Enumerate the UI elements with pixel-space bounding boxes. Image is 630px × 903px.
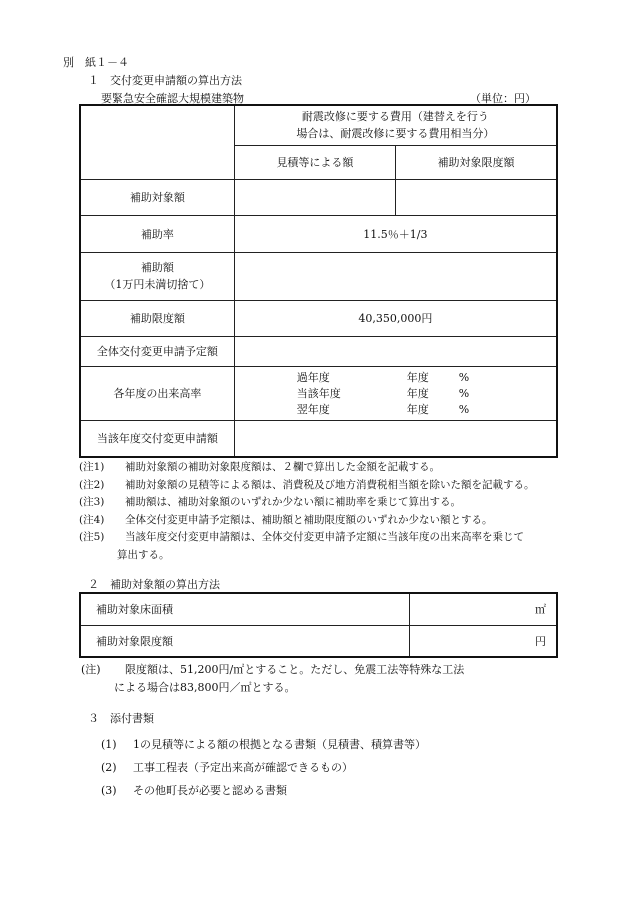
note-text: 補助額は、補助対象額のいずれか少ない額に補助率を乗じて算出する。 [125, 496, 461, 508]
cell-amount [234, 252, 557, 300]
note-text: 全体交付変更申請予定額は、補助額と補助限度額のいずれか少ない額とする。 [125, 513, 493, 526]
calculation-table [79, 104, 558, 458]
progress-pct: % [458, 402, 470, 416]
section2-note-line1 [81, 661, 464, 679]
progress-table [297, 369, 469, 417]
cell-current [234, 420, 557, 457]
note-item [79, 494, 535, 512]
note-item [79, 459, 535, 477]
section2-note-text1: 限度額は、51,200円/㎡とすること。ただし、免震工法等特殊な工法 [125, 663, 465, 676]
limit-unit: 円 [410, 625, 557, 657]
list-item-num: (3) [101, 784, 117, 797]
cost-header-line1: 耐震改修に要する費用（建替えを行う [301, 110, 489, 124]
progress-row [297, 369, 469, 385]
row-subsidy-base: 補助対象額 [80, 179, 234, 215]
note-label: (注2) [79, 478, 105, 491]
cell-total [234, 336, 557, 366]
attachment-label: 別 紙１－４ [63, 56, 129, 69]
list-item-text: 工事工程表（予定出来高が確認できるもの） [133, 761, 353, 774]
note-label: (注5) [79, 531, 105, 543]
row-amount-line2: （1万円未満切捨て） [104, 278, 211, 291]
col-subsidy-limit: 補助対象限度額 [396, 145, 557, 179]
list-item-text: その他町長が必要と認める書類 [133, 784, 287, 797]
unit-label: （単位：円） [470, 92, 536, 105]
note-label: (注3) [79, 496, 105, 508]
progress-label: 過年度 [296, 371, 330, 384]
list-item [101, 779, 426, 802]
section2-note [81, 661, 464, 697]
cost-header [234, 105, 557, 145]
progress-year: 年度 [406, 387, 429, 400]
list-item-num: (2) [101, 761, 117, 774]
row-total: 全体交付変更申請予定額 [80, 336, 234, 366]
note-text: 補助対象額の見積等による額は、消費税及び地方消費税相当額を除いた額を記載する。 [125, 478, 535, 491]
section2-note-label: (注) [81, 663, 101, 676]
progress-label: 翌年度 [296, 403, 330, 416]
note-label: (注4) [79, 513, 105, 526]
notes-block [79, 459, 535, 564]
col-estimate: 見積等による額 [234, 145, 395, 179]
note-text: 補助対象額の補助対象限度額は、２欄で算出した金額を記載する。 [125, 461, 440, 473]
row-current: 当該年度交付変更申請額 [80, 420, 234, 457]
area-unit: ㎡ [410, 593, 557, 625]
section1-title: １ 交付変更申請額の算出方法 [88, 74, 242, 87]
note-item [79, 477, 535, 495]
note5-continuation: 算出する。 [117, 548, 170, 561]
progress-pct: % [458, 386, 470, 400]
progress-row [297, 401, 469, 417]
area-table [79, 592, 558, 658]
list-item [101, 733, 426, 756]
cell-subsidy-limit [396, 179, 557, 215]
progress-cell [234, 366, 557, 420]
rate-value: 11.5％＋1/3 [234, 215, 557, 252]
row-limit: 補助限度額 [80, 300, 234, 336]
row-progress: 各年度の出来高率 [80, 366, 234, 420]
row-limit-area: 補助対象限度額 [80, 625, 410, 657]
progress-label: 当該年度 [296, 387, 341, 400]
table-corner [80, 105, 234, 179]
list-item-text: 1の見積等による額の根拠となる書類（見積書、積算書等） [133, 738, 426, 751]
limit-value: 40,350,000円 [234, 300, 557, 336]
row-amount [80, 252, 234, 300]
progress-year: 年度 [406, 371, 429, 384]
note-item [79, 529, 535, 547]
note-label: (注1) [79, 461, 105, 473]
note-item [79, 512, 535, 530]
row-amount-line1: 補助額 [140, 261, 174, 274]
section2-note-line2: による場合は83,800円／㎡とする。 [114, 681, 296, 694]
cell-subsidy-estimate [234, 179, 395, 215]
cost-header-line2: 場合は、耐震改修に要する費用相当分） [296, 127, 495, 141]
progress-year: 年度 [406, 403, 429, 416]
section3-title: ３ 添付書類 [88, 712, 154, 725]
row-rate: 補助率 [80, 215, 234, 252]
building-type: 要緊急安全確認大規模建築物 [101, 92, 244, 105]
progress-pct: % [458, 370, 470, 384]
list-item-num: (1) [101, 738, 117, 751]
row-area: 補助対象床面積 [80, 593, 410, 625]
note-text: 当該年度交付変更申請額は、全体交付変更申請予定額に当該年度の出来高率を乗じて [125, 531, 524, 543]
progress-row [297, 385, 469, 401]
section2-title: ２ 補助対象額の算出方法 [88, 578, 220, 591]
attachments-list [101, 733, 426, 802]
list-item [101, 756, 426, 779]
